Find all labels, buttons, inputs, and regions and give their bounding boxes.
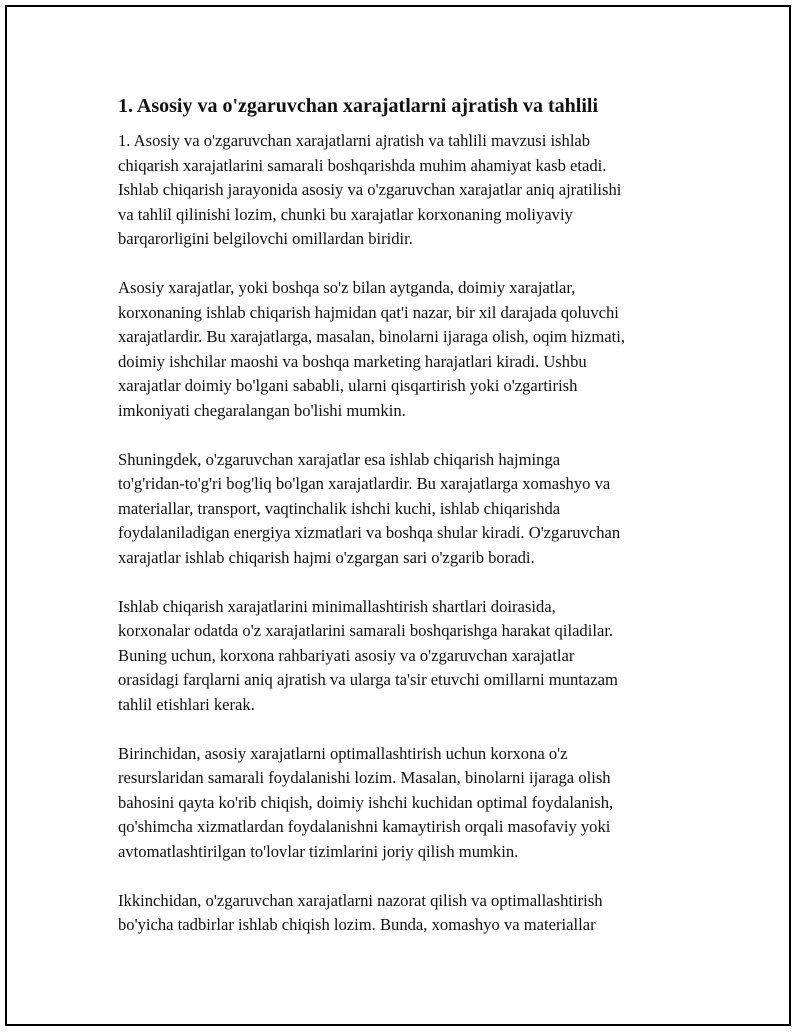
paragraph-5: Birinchidan, asosiy xarajatlarni optimallashtirish uchun korxona o'z resurslaridan samarali foydalanishi lozim. Masalan, binolarni ijaraga olish bahosini qayta ko'rib chiqish, doimiy ishchi kuchidan optimal foydalanish, qo'shimcha xizmatlardan foydalanishni kamaytirish orqali masofaviy yoki avtomatlashtirilgan to'lovlar tizimlarini joriy qilish mumkin.	[118, 743, 614, 861]
document-title: 1. Asosiy va o'zgaruvchan xarajatlarni ajratish va tahlili	[118, 95, 598, 117]
paragraph-4: Ishlab chiqarish xarajatlarini minimallashtirish shartlari doirasida, korxonalar odatda o'z xarajatlarini samarali boshqarishga harakat qiladilar. Buning uchun, korxona rahbariyati asosiy va o'zgaruvchan xarajatlar orasidagi farqlarni aniq ajratish va ularga ta'sir etuvchi omillarni muntazam tahlil etishlari kerak.	[118, 596, 618, 714]
paragraph-2: Asosiy xarajatlar, yoki boshqa so'z bilan aytganda, doimiy xarajatlar, korxonaning ishlab chiqarish hajmidan qat'i nazar, bir xil darajada qoluvchi xarajatlardir. Bu xarajatlarga, masalan, binolarni ijaraga olish, oqim hizmati, doimiy ishchilar maoshi va boshqa marketing harajatlari kiradi. Ushbu xarajatlar doimiy bo'lgani sababli, ularni qisqartirish yoki o'zgartirish imkoniyati chegaralangan bo'lishi mumkin.	[118, 278, 626, 420]
paragraph-1: 1. Asosiy va o'zgaruvchan xarajatlarni ajratish va tahlili mavzusi ishlab chiqarish xarajatlarini samarali boshqarishda muhim ahamiyat kasb etadi. Ishlab chiqarish jarayonida asosiy va o'zgaruvchan xarajatlar aniq ajratilishi va tahlil qilinishi lozim, chunki bu xarajatlar korxonaning moliyaviy barqarorligini belgilovchi omillardan biridir.	[118, 131, 622, 248]
document-body	[118, 93, 688, 962]
paragraph-6: Ikkinchidan, o'zgaruvchan xarajatlarni nazorat qilish va optimallashtirish bo'yicha tadbirlar ishlab chiqish lozim. Bunda, xomashyo va materiallar	[118, 890, 603, 934]
paragraph-3: Shuningdek, o'zgaruvchan xarajatlar esa ishlab chiqarish hajminga to'g'ridan-to'g'ri bog'liq bo'lgan xarajatlardir. Bu xarajatlarga xomashyo va materiallar, transport, vaqtinchalik ishchi kuchi, ishlab chiqarishda foydalaniladigan energiya xizmatlari va boshqa shular kiradi. O'zgaruvchan xarajatlar ishlab chiqarish hajmi o'zgargan sari o'zgarib boradi.	[118, 449, 621, 567]
